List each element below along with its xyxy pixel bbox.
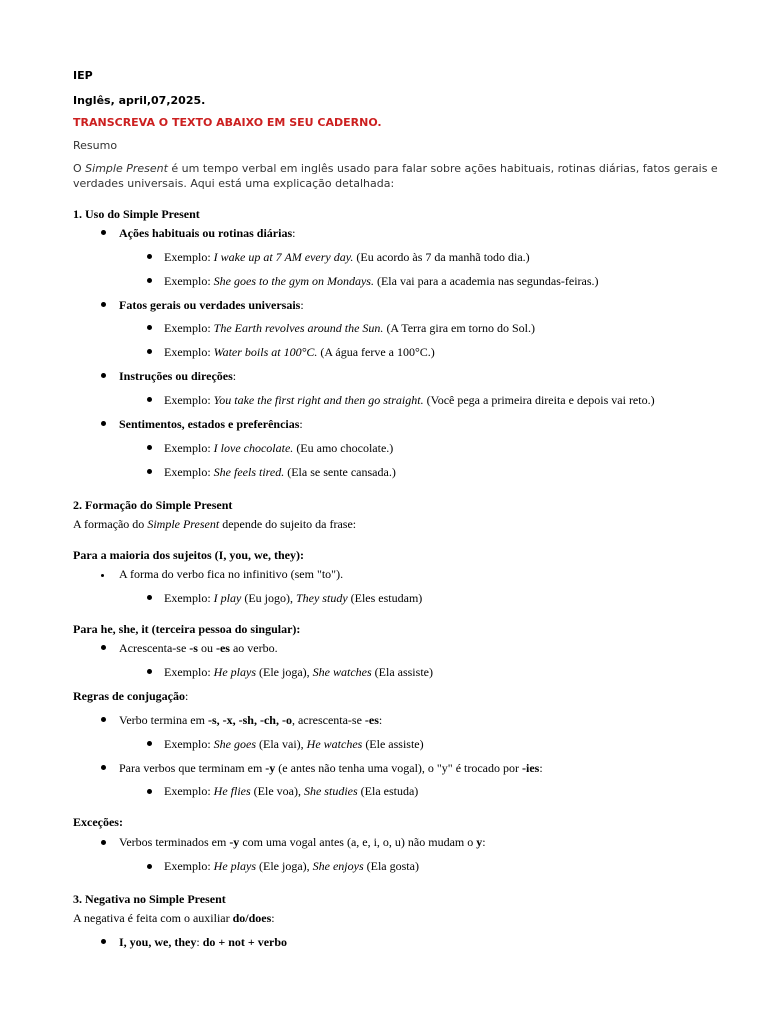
bullet-icon: [147, 397, 152, 402]
third-person-title: Para he, she, it (terceira pessoa do singular):: [73, 622, 301, 636]
intro-line-2: verdades universais. Aqui está uma explicação detalhada:: [73, 177, 395, 190]
bullet-icon: [147, 278, 152, 283]
bullet-icon: [101, 939, 106, 944]
bullet-icon: [101, 765, 106, 770]
bullet-icon: [101, 840, 106, 845]
example-feelings-1: Exemplo: I love chocolate. (Eu amo chocolate.): [164, 441, 394, 455]
section-3-title: 3. Negativa no Simple Present: [73, 892, 226, 906]
intro-line-1: O Simple Present é um tempo verbal em inglês usado para falar sobre ações habituais, rotinas diárias, fatos gerais e: [73, 162, 718, 175]
third-person-rule: Acrescenta-se -s ou -es ao verbo.: [119, 641, 278, 655]
bullet-icon: [147, 349, 152, 354]
majority-subjects-title: Para a maioria dos sujeitos (I, you, we, they):: [73, 548, 304, 562]
school-name: IEP: [73, 69, 93, 82]
bullet-icon: [147, 669, 152, 674]
bullet-icon: [147, 325, 152, 330]
bullet-icon: [101, 302, 106, 307]
third-person-example: Exemplo: He plays (Ele joga), She watches (Ela assiste): [164, 665, 433, 679]
example-habitual-1: Exemplo: I wake up at 7 AM every day. (Eu acordo às 7 da manhã todo dia.): [164, 250, 530, 264]
use-feelings: Sentimentos, estados e preferências:: [119, 417, 303, 431]
section-1-title: 1. Uso do Simple Present: [73, 207, 200, 221]
exceptions-title: Exceções:: [73, 815, 123, 829]
bullet-icon: [101, 717, 106, 722]
bullet-icon: [147, 741, 152, 746]
majority-rule: A forma do verbo fica no infinitivo (sem "to").: [119, 567, 344, 581]
bullet-icon: [101, 574, 104, 577]
formation-desc: A formação do Simple Present depende do sujeito da frase:: [73, 517, 357, 531]
exception-rule: Verbos terminados em -y com uma vogal antes (a, e, i, o, u) não mudam o y:: [119, 835, 486, 849]
negative-rule-plural: I, you, we, they: do + not + verbo: [119, 935, 288, 949]
section-2-title: 2. Formação do Simple Present: [73, 498, 233, 512]
bullet-icon: [101, 373, 106, 378]
example-facts-2: Exemplo: Water boils at 100°C. (A água ferve a 100°C.): [164, 345, 435, 359]
conjugation-rules-title: Regras de conjugação:: [73, 689, 189, 703]
rule-ies-example: Exemplo: He flies (Ele voa), She studies (Ela estuda): [164, 784, 419, 798]
summary-label: Resumo: [73, 139, 118, 152]
bullet-icon: [147, 789, 152, 794]
majority-example: Exemplo: I play (Eu jogo), They study (Eles estudam): [164, 591, 423, 605]
instruction-heading: TRANSCREVA O TEXTO ABAIXO EM SEU CADERNO.: [73, 116, 382, 129]
bullet-icon: [101, 421, 106, 426]
bullet-icon: [101, 645, 106, 650]
use-habitual: Ações habituais ou rotinas diárias:: [119, 226, 296, 240]
use-instructions: Instruções ou direções:: [119, 369, 237, 383]
date-line: Inglês, april,07,2025.: [73, 94, 206, 107]
bullet-icon: [147, 254, 152, 259]
use-facts: Fatos gerais ou verdades universais:: [119, 298, 304, 312]
rule-ies: Para verbos que terminam em -y (e antes não tenha uma vogal), o "y" é trocado por -ies:: [119, 761, 543, 775]
bullet-icon: [147, 595, 152, 600]
rule-es-example: Exemplo: She goes (Ela vai), He watches (Ele assiste): [164, 737, 424, 751]
bullet-icon: [101, 230, 106, 235]
rule-es: Verbo termina em -s, -x, -sh, -ch, -o, acrescenta-se -es:: [119, 713, 383, 727]
example-habitual-2: Exemplo: She goes to the gym on Mondays. (Ela vai para a academia nas segundas-feiras.): [164, 274, 599, 288]
example-feelings-2: Exemplo: She feels tired. (Ela se sente cansada.): [164, 465, 396, 479]
bullet-icon: [147, 469, 152, 474]
example-facts-1: Exemplo: The Earth revolves around the Sun. (A Terra gira em torno do Sol.): [164, 321, 536, 335]
exception-example: Exemplo: He plays (Ele joga), She enjoys (Ela gosta): [164, 859, 419, 873]
bullet-icon: [147, 864, 152, 869]
example-instructions-1: Exemplo: You take the first right and then go straight. (Você pega a primeira direita e depois vai reto.): [164, 393, 655, 407]
bullet-icon: [147, 445, 152, 450]
negative-desc: A negativa é feita com o auxiliar do/does:: [73, 911, 275, 925]
